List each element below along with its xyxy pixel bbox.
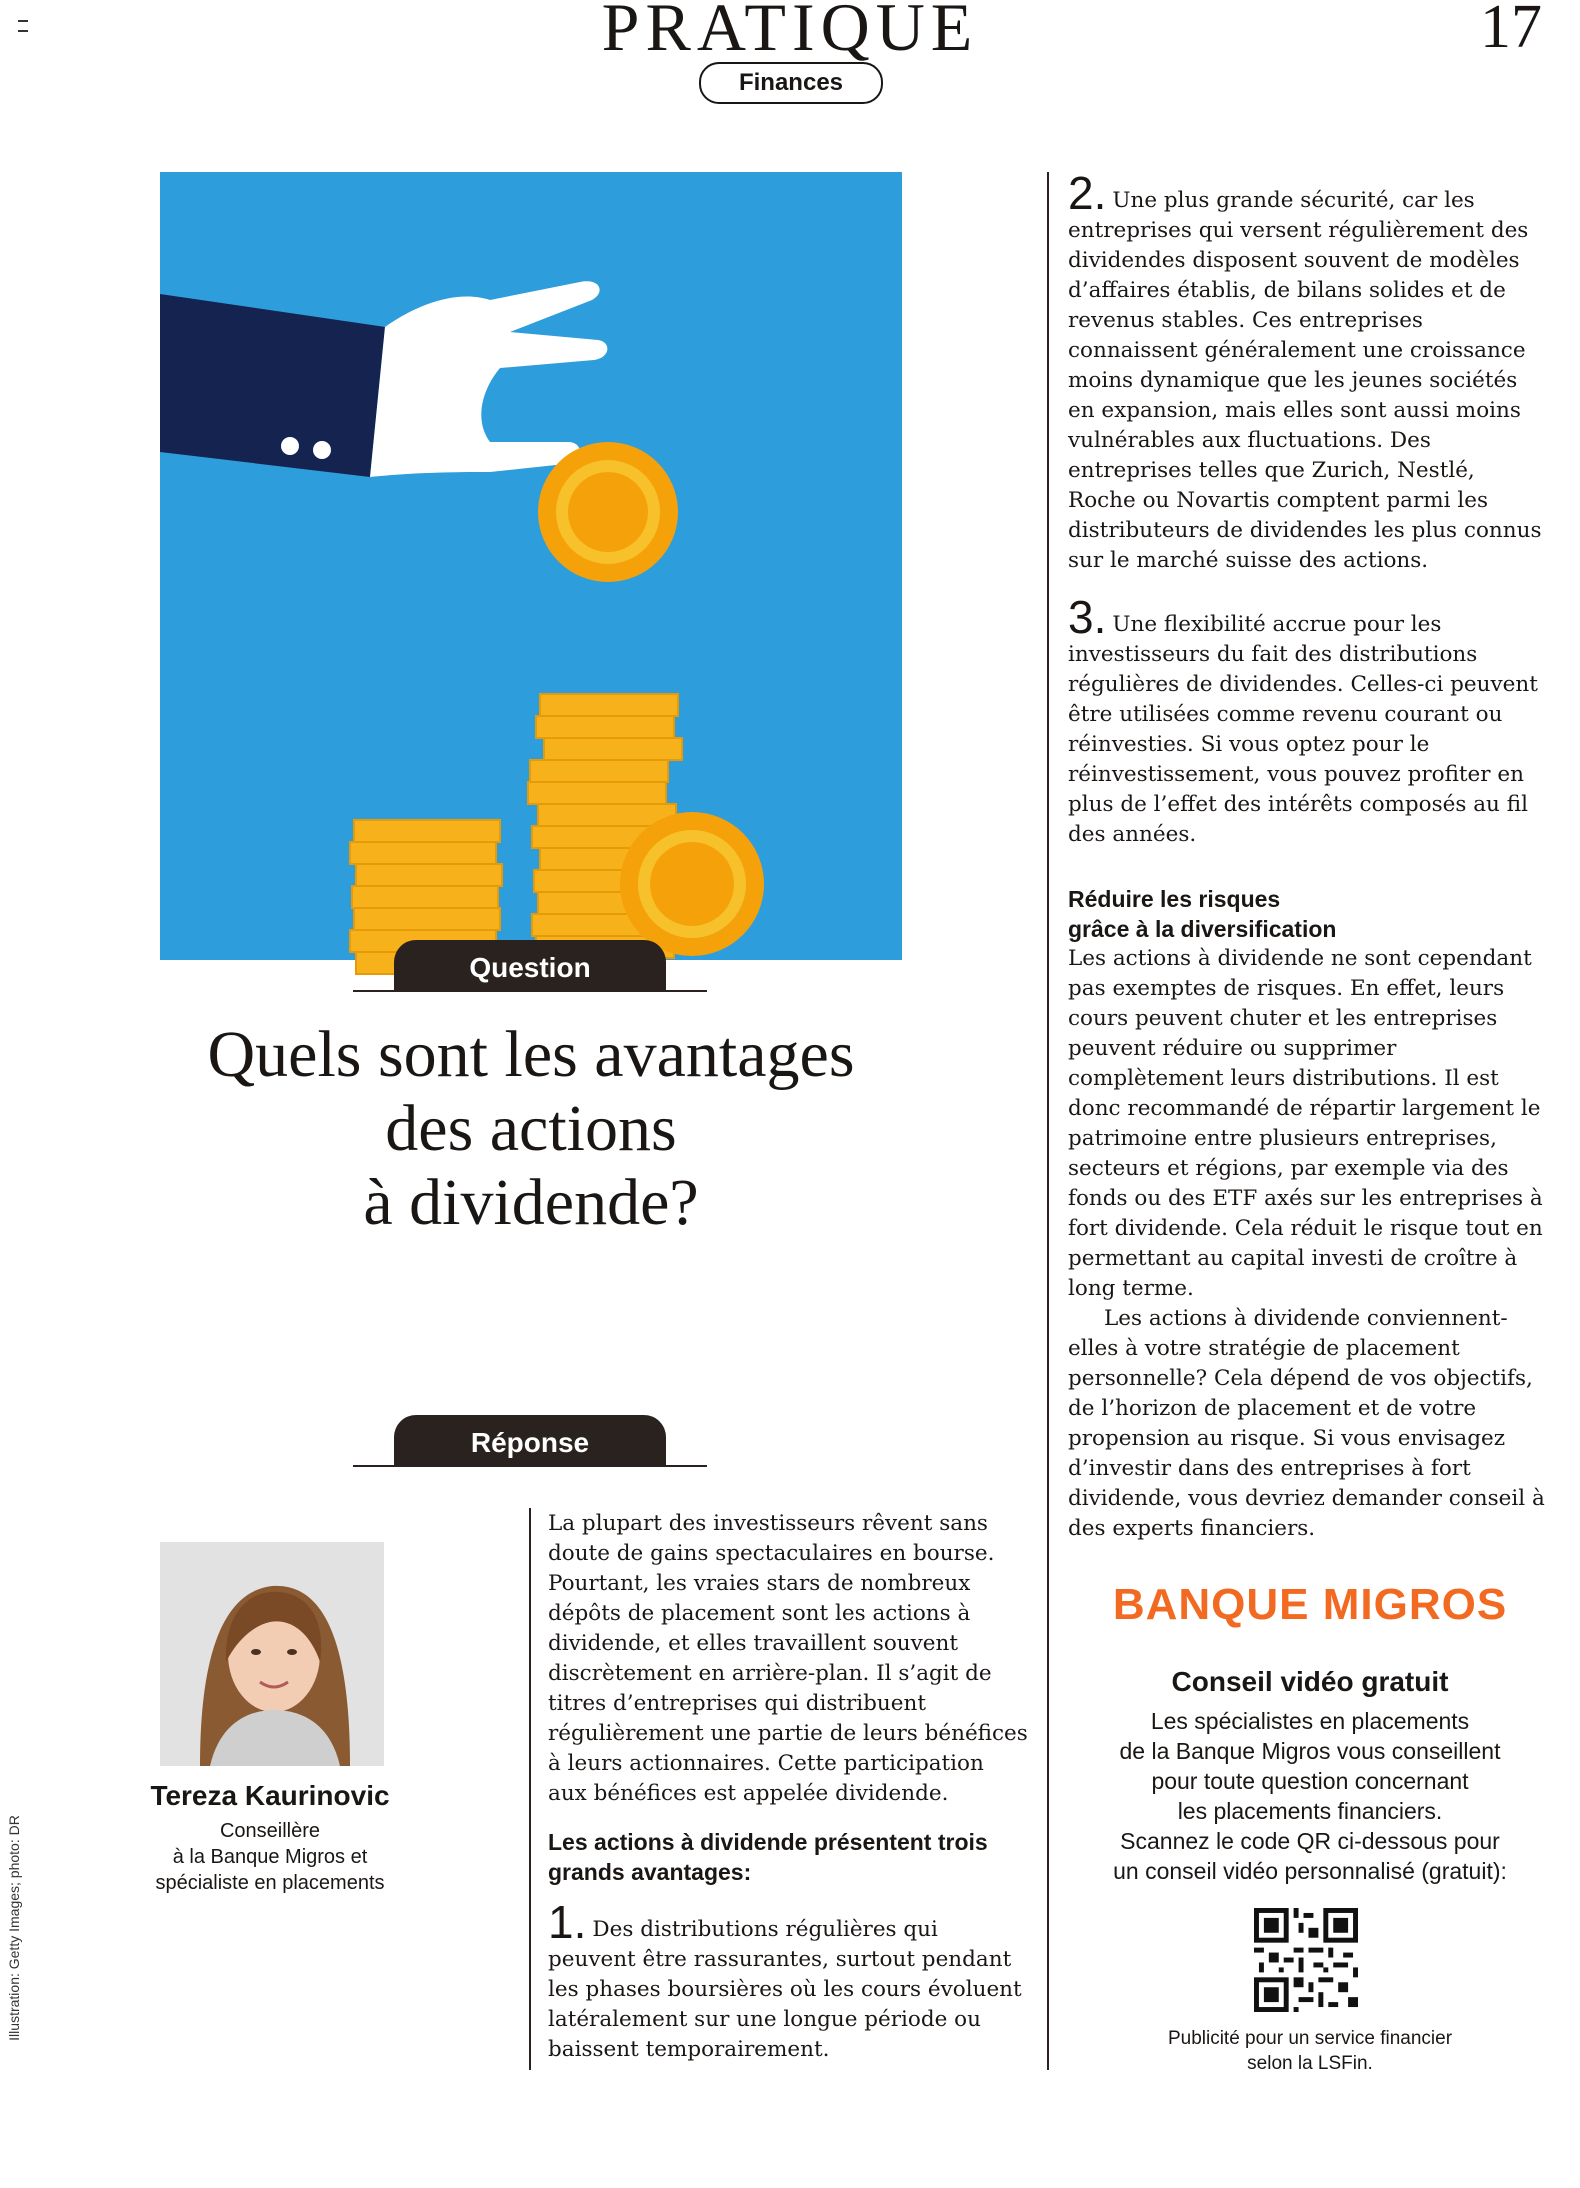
coins-illustration	[160, 172, 902, 960]
banque-migros-logo: BANQUE MIGROS	[1112, 1580, 1508, 1629]
column-rule	[1047, 172, 1049, 2070]
question-divider	[353, 990, 707, 992]
risk-text: Les actions à dividende ne sont cependant pas exemptes de risques. En effet, leurs cours peuvent chuter et les entreprises peuvent réduire ou supprimer complètement leurs distributions. Il est donc recommandé de répartir largement le patrimoine entre plusieurs entreprises, secteurs et régions, par exemple via des fonds ou des ETF axés sur les entreprises à fort dividende. Cela réduit le risque tout en permettant au capital investi de croître à long terme.	[1068, 946, 1543, 1301]
headline-line: des actions	[385, 1092, 677, 1165]
article-column-right	[1068, 167, 1548, 1541]
portrait-icon	[160, 1542, 384, 1766]
headline	[160, 1018, 902, 1240]
advantage-text: Une plus grande sécurité, car les entreprises qui versent régulièrement des dividendes disposent souvent de modèles d’affaires établis, de bilans solides et de revenus stables. Ces entreprises connaissent généralement une croissance moins dynamique que les jeunes sociétés en expansion, mais elles sont aussi moins vulnérables aux fluctuations. Des entreprises telles que Zurich, Nestlé, Roche ou Novartis comptent parmi les distributeurs de dividendes les plus connus sur le marché suisse des actions.	[1068, 188, 1542, 573]
qr-code[interactable]	[1254, 1908, 1358, 2012]
ad-disclaimer-line: selon la LSFin.	[1247, 2053, 1373, 2074]
answer-tab: Réponse	[394, 1415, 666, 1467]
closing-text: Les actions à dividende conviennent-elles à votre stratégie de placement personnelle? Cela dépend de vos objectifs, de l’horizon de placement et de votre propension au risque. Si vous envisagez d’investir dans des entreprises à fort dividende, vous devriez demander conseil à des experts financiers.	[1068, 1306, 1545, 1541]
ad-text-line: Scannez le code QR ci-dessous pour	[1120, 1828, 1500, 1854]
advantage-1	[548, 1896, 1028, 2065]
ad-text-line: pour toute question concernant	[1151, 1768, 1469, 1794]
advantages-heading: Les actions à dividende présentent trois grands avantages:	[548, 1829, 988, 1885]
subsection-pill: Finances	[699, 62, 883, 104]
ad-text-line: les placements financiers.	[1177, 1798, 1443, 1824]
ad-text-line: de la Banque Migros vous conseillent	[1119, 1738, 1501, 1764]
ad-disclaimer	[1110, 2026, 1510, 2076]
ad-text	[1060, 1706, 1560, 1886]
author-role-line: à la Banque Migros et	[172, 1846, 368, 1868]
author-role-line: spécialiste en placements	[155, 1872, 385, 1894]
article-column-middle	[548, 1509, 1028, 2075]
qr-code-icon	[1254, 1908, 1358, 2012]
advantage-number: 1.	[548, 1896, 587, 1948]
page-number: 17	[1480, 0, 1542, 61]
advantage-number: 3.	[1068, 591, 1107, 643]
author-role-line: Conseillère	[219, 1820, 321, 1842]
risk-heading-line: grâce à la diversification	[1068, 916, 1337, 942]
ad-disclaimer-line: Publicité pour un service financier	[1167, 2028, 1453, 2049]
image-credit: Illustration: Getty Images; photo: DR	[6, 1815, 22, 2041]
question-tab: Question	[394, 940, 666, 992]
hand-coin-icon	[160, 172, 902, 960]
advantage-3	[1068, 591, 1548, 850]
headline-line: à dividende?	[363, 1166, 699, 1239]
risk-heading-line: Réduire les risques	[1068, 886, 1281, 912]
column-rule	[529, 1508, 531, 2070]
section-title: PRATIQUE	[601, 0, 979, 65]
advantage-2	[1068, 167, 1548, 576]
author-name: Tereza Kaurinovic	[150, 1780, 390, 1811]
ad-title: Conseil vidéo gratuit	[1171, 1666, 1449, 1697]
headline-line: Quels sont les avantages	[207, 1018, 855, 1091]
ad-text-line: Les spécialistes en placements	[1150, 1708, 1470, 1734]
article-intro: La plupart des investisseurs rêvent sans doute de gains spectaculaires en bourse. Pourtant, les vraies stars de nombreux dépôts de placement sont les actions à dividende, et elles travaillent souvent discrètement en arrière-plan. Il s’agit de titres d’entreprises qui distribuent régulièrement une partie de leurs bénéfices à leurs actionnaires. Cette participation aux bénéfices est appelée dividende.	[548, 1511, 1028, 1806]
risk-heading	[1068, 884, 1548, 944]
author-avatar	[160, 1542, 384, 1766]
advantage-text: Des distributions régulières qui peuvent être rassurantes, surtout pendant les phases boursières où les cours évoluent latéralement sur une longue période ou baissent temporairement.	[548, 1917, 1022, 2062]
advantage-text: Une flexibilité accrue pour les investisseurs du fait des distributions régulières de dividendes. Celles-ci peuvent être utilisées comme revenu courant ou réinvesties. Si vous optez pour le réinvestissement, vous pouvez profiter en plus de l’effet des intérêts composés au fil des années.	[1068, 612, 1538, 847]
answer-divider	[353, 1465, 707, 1467]
ad-text-line: un conseil vidéo personnalisé (gratuit):	[1113, 1858, 1507, 1884]
advantage-number: 2.	[1068, 167, 1107, 219]
author-role	[110, 1818, 430, 1896]
